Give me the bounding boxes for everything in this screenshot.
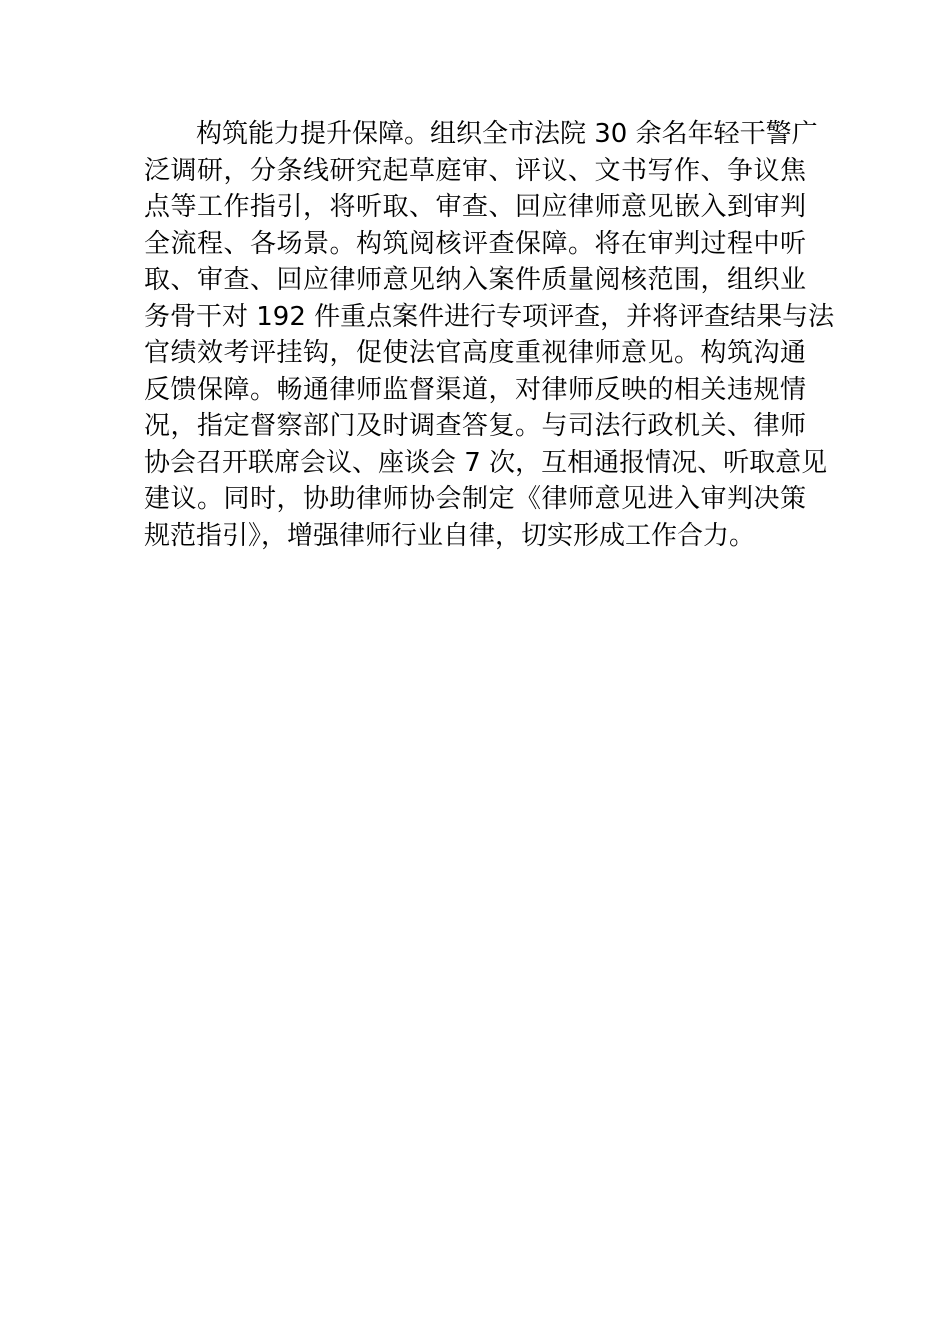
paragraph-line-8: 反馈保障。畅通律师监督渠道，对律师反映的相关违规情 — [144, 374, 806, 405]
paragraph-line-11: 建议。同时，协助律师协会制定《律师意见进入审判决策 — [144, 484, 806, 514]
paragraph-line-5: 取、审查、回应律师意见纳入案件质量阅核范围，组织业 — [144, 265, 806, 295]
body-paragraph — [144, 116, 835, 554]
paragraph-line-12: 规范指引》，增强律师行业自律，切实形成工作合力。 — [144, 520, 756, 551]
paragraph-line-4: 全流程、各场景。构筑阅核评查保障。将在审判过程中听 — [144, 228, 806, 259]
paragraph-line-7: 官绩效考评挂钩，促使法官高度重视律师意见。构筑沟通 — [144, 338, 806, 368]
paragraph-line-3: 点等工作指引，将听取、审查、回应律师意见嵌入到审判 — [144, 192, 806, 222]
paragraph-line-1: 构筑能力提升保障。组织全市法院 30 余名年轻干警广 — [196, 119, 818, 149]
paragraph-line-6: 务骨干对 192 件重点案件进行专项评查，并将评查结果与法 — [144, 301, 835, 332]
paragraph-line-9: 况，指定督察部门及时调查答复。与司法行政机关、律师 — [144, 411, 806, 441]
paragraph-line-10: 协会召开联席会议、座谈会 7 次，互相通报情况、听取意见 — [144, 447, 828, 478]
paragraph-line-2: 泛调研，分条线研究起草庭审、评议、文书写作、争议焦 — [144, 155, 806, 186]
